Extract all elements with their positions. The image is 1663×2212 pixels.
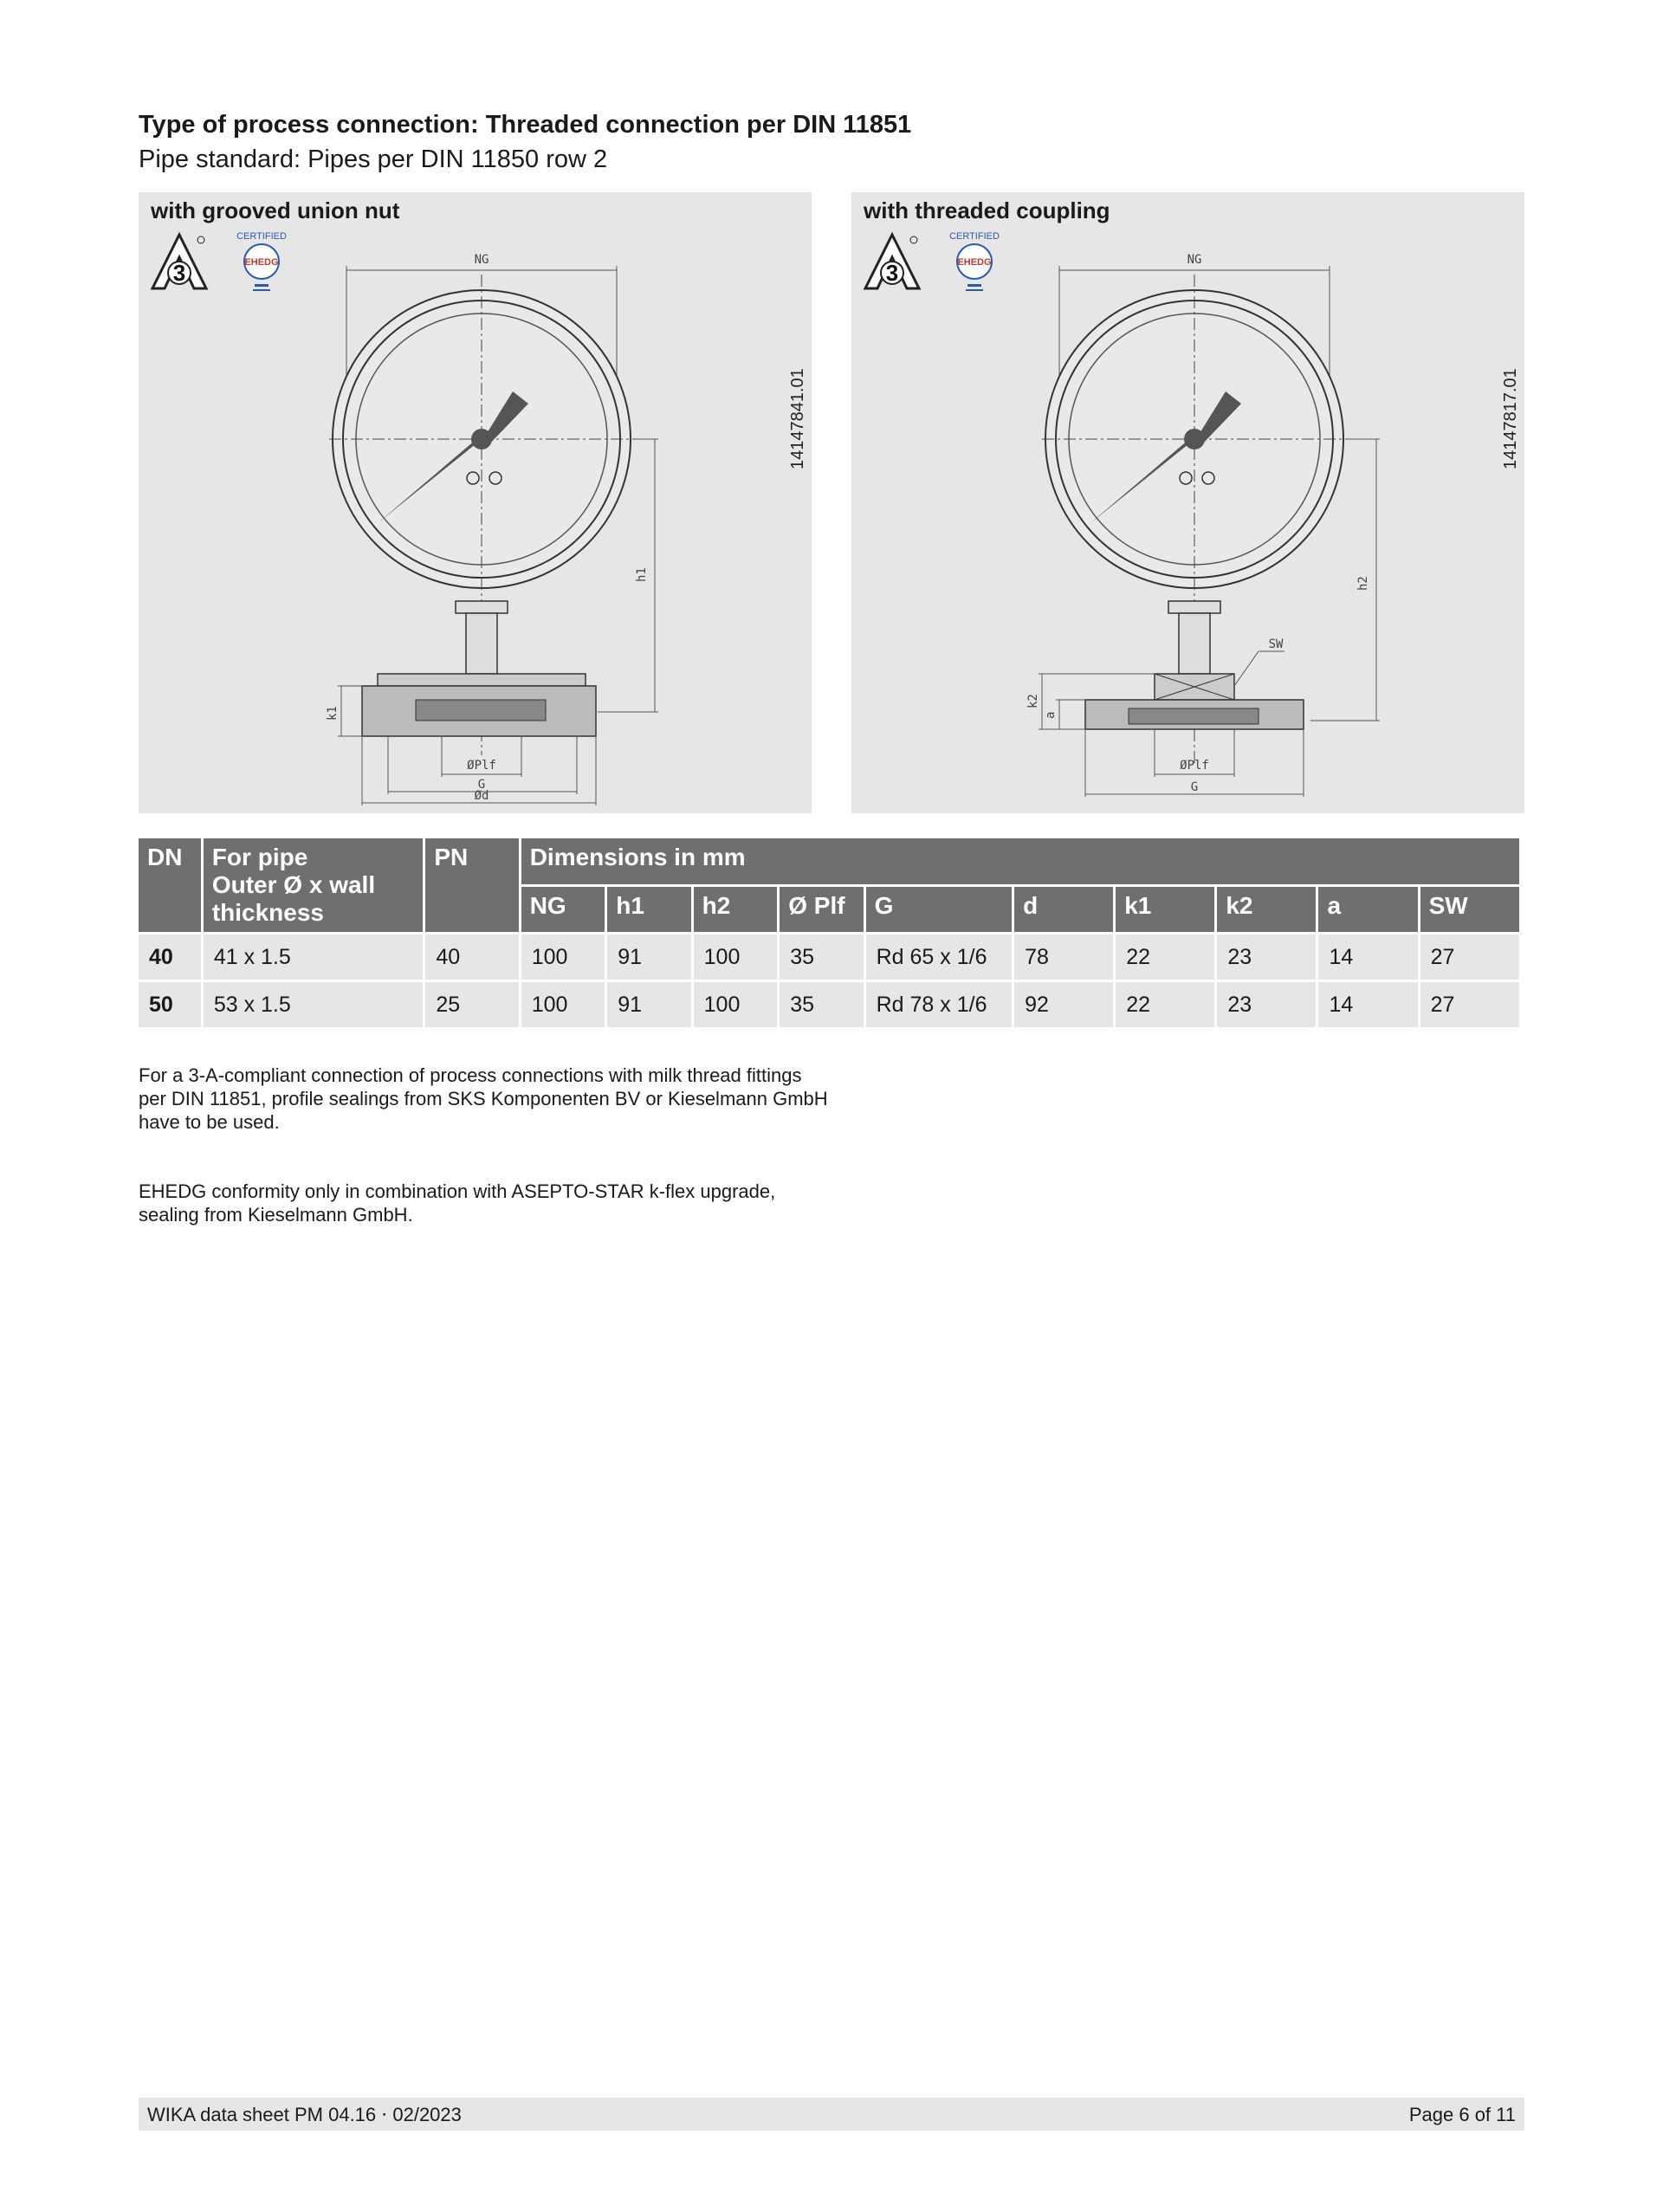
certified-text: CERTIFIED — [949, 231, 1000, 242]
cell-h1: 91 — [607, 982, 690, 1027]
logo-number: 3 — [172, 260, 186, 286]
cell-ng: 100 — [521, 935, 605, 980]
panel-label: with threaded coupling — [864, 197, 1110, 223]
cell-plf: 35 — [780, 982, 863, 1027]
dimensions-table — [136, 836, 1522, 1030]
panel-label: with grooved union nut — [151, 197, 400, 223]
cell-sw: 27 — [1420, 982, 1519, 1027]
ehedg-text: EHEDG — [244, 257, 279, 268]
page-footer — [139, 2098, 1524, 2131]
cell-g: Rd 78 x 1/6 — [866, 982, 1012, 1027]
ehedg-certified-icon — [236, 227, 288, 305]
cell-h2: 100 — [694, 935, 778, 980]
header-dimensions: Dimensions in mm — [521, 838, 1519, 884]
header-pipe-line1: For pipe — [211, 844, 308, 870]
ehedg-certified-icon — [948, 227, 1000, 305]
header-a: a — [1318, 887, 1417, 933]
table-row — [139, 982, 1519, 1027]
header-ng: NG — [521, 887, 605, 933]
gauge-drawing-threaded-coupling — [1025, 218, 1458, 807]
cell-dn: 40 — [139, 935, 201, 980]
dim-h2: h2 — [1356, 576, 1370, 591]
certified-text: CERTIFIED — [236, 231, 287, 242]
dim-k1: k1 — [326, 706, 340, 721]
note-ehedg-conformity: EHEDG conformity only in combination with ASEPTO-STAR k-flex upgrade, sealing from Kieselmann GmbH. — [139, 1180, 776, 1226]
drawing-code: 14147817.01 — [1501, 368, 1520, 469]
cell-dn: 50 — [139, 982, 201, 1027]
gauge-drawing-grooved-nut — [312, 218, 745, 807]
header-dn: DN — [139, 838, 201, 932]
cell-d: 78 — [1014, 935, 1113, 980]
header-h1: h1 — [607, 887, 690, 933]
3a-logo-icon — [862, 231, 922, 292]
cell-plf: 35 — [780, 935, 863, 980]
dim-plf: ØPlf — [1180, 759, 1209, 773]
cell-d: 92 — [1014, 982, 1113, 1027]
drawing-panel-threaded-coupling — [851, 192, 1524, 813]
header-plf: Ø Plf — [780, 887, 863, 933]
cell-g: Rd 65 x 1/6 — [866, 935, 1012, 980]
cell-k1: 22 — [1116, 982, 1214, 1027]
logo-number: 3 — [885, 260, 899, 286]
drawing-code: 14147841.01 — [788, 368, 807, 469]
dim-a: a — [1044, 711, 1058, 719]
footer-page-number: Page 6 of 11 — [1408, 2104, 1516, 2125]
cell-k1: 22 — [1116, 935, 1214, 980]
cell-pn: 40 — [425, 935, 518, 980]
cell-pipe: 53 x 1.5 — [204, 982, 424, 1027]
header-pipe-line2: Outer Ø x wall thickness — [211, 871, 376, 926]
cell-sw: 27 — [1420, 935, 1519, 980]
cell-h2: 100 — [694, 982, 778, 1027]
dim-h1: h1 — [635, 567, 649, 582]
header-for-pipe — [204, 838, 424, 932]
header-g: G — [866, 887, 1012, 933]
cell-k2: 23 — [1217, 982, 1316, 1027]
cell-pipe: 41 x 1.5 — [204, 935, 424, 980]
header-pn: PN — [425, 838, 518, 932]
dim-plf: ØPlf — [467, 759, 496, 773]
header-d: d — [1014, 887, 1113, 933]
3a-logo-icon — [149, 231, 210, 292]
ehedg-text: EHEDG — [957, 257, 992, 268]
dim-d: Ød — [474, 789, 489, 803]
page-subtitle: Pipe standard: Pipes per DIN 11850 row 2 — [139, 146, 608, 173]
dim-g: G — [1190, 780, 1199, 794]
dim-k2: k2 — [1026, 694, 1040, 708]
dim-g: G — [477, 778, 486, 792]
header-h2: h2 — [694, 887, 778, 933]
cell-h1: 91 — [607, 935, 690, 980]
cell-ng: 100 — [521, 982, 605, 1027]
header-sw: SW — [1420, 887, 1519, 933]
drawing-panel-grooved-union-nut — [139, 192, 812, 813]
cell-a: 14 — [1318, 982, 1417, 1027]
table-row — [139, 935, 1519, 980]
cell-k2: 23 — [1217, 935, 1316, 980]
dim-ng: NG — [474, 253, 489, 267]
page-title: Type of process connection: Threaded connection per DIN 11851 — [139, 111, 912, 139]
cell-a: 14 — [1318, 935, 1417, 980]
header-k1: k1 — [1116, 887, 1214, 933]
footer-datasheet: WIKA data sheet PM 04.16 ⋅ 02/2023 — [147, 2104, 462, 2125]
note-3a-compliance: For a 3-A-compliant connection of process connections with milk thread fittings per DIN 11851, profile sealings from SKS Komponenten BV or Kieselmann GmbH have to be used. — [139, 1064, 828, 1133]
dim-sw: SW — [1268, 637, 1284, 651]
cell-pn: 25 — [425, 982, 518, 1027]
dim-ng: NG — [1187, 253, 1202, 267]
header-k2: k2 — [1217, 887, 1316, 933]
